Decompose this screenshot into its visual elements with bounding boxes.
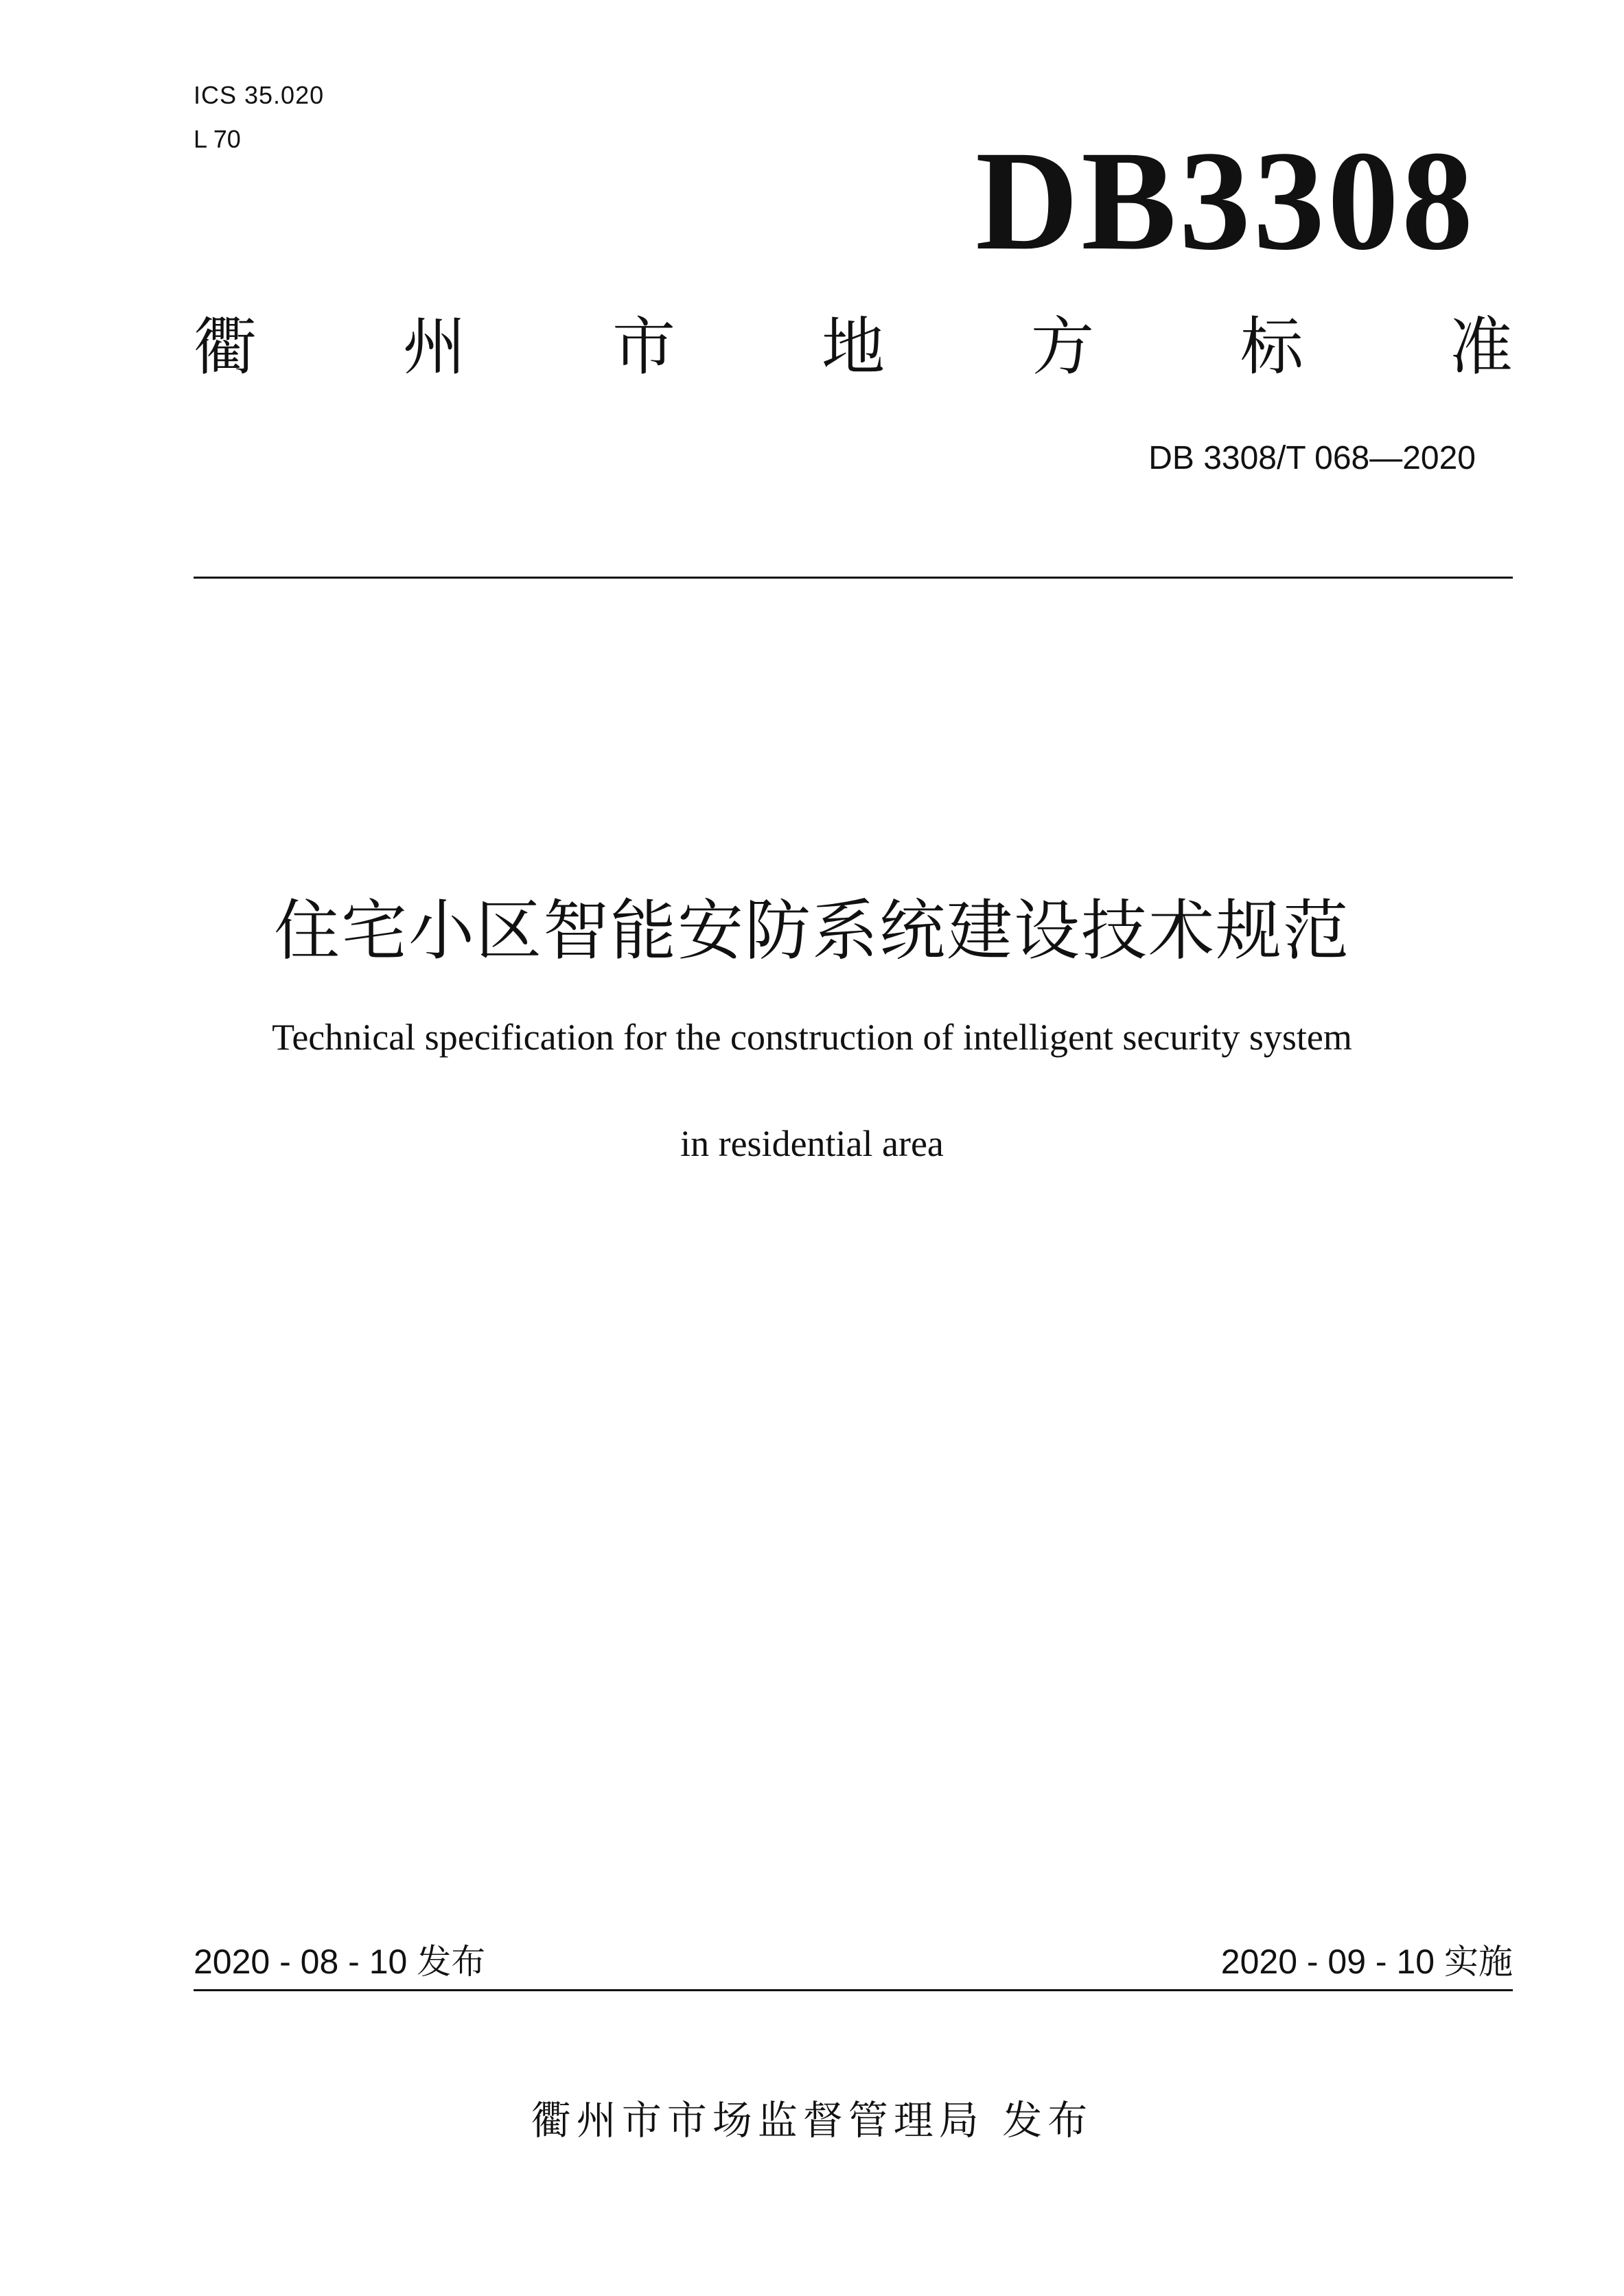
bottom-divider: [194, 1989, 1513, 1991]
standard-type-char: 州: [402, 310, 466, 384]
standard-type-char: 地: [821, 310, 885, 384]
ccs-code: L 70: [194, 125, 241, 153]
ics-code: ICS 35.020: [194, 81, 325, 109]
top-divider: [194, 577, 1513, 579]
standard-type-char: 标: [1240, 310, 1303, 384]
db-code: DB3308: [975, 121, 1476, 279]
implementation-date: 2020 - 09 - 10 实施: [1220, 1943, 1513, 1981]
title-english-line1: Technical specification for the construction of intelligent security system: [272, 1017, 1352, 1058]
standard-type-char: 市: [612, 310, 675, 384]
standard-type-char: 方: [1030, 310, 1094, 384]
standard-type-char: 衢: [194, 310, 257, 384]
standard-type-char: 准: [1449, 310, 1513, 384]
title-chinese: 住宅小区智能安防系统建设技术规范: [274, 892, 1350, 969]
standard-type: [194, 310, 1513, 384]
standard-number: DB 3308/T 068—2020: [1148, 440, 1476, 476]
issuer: 衢州市市场监督管理局 发布: [531, 2097, 1093, 2144]
issue-date: 2020 - 08 - 10 发布: [194, 1943, 486, 1981]
title-english-line2: in residential area: [680, 1123, 944, 1164]
